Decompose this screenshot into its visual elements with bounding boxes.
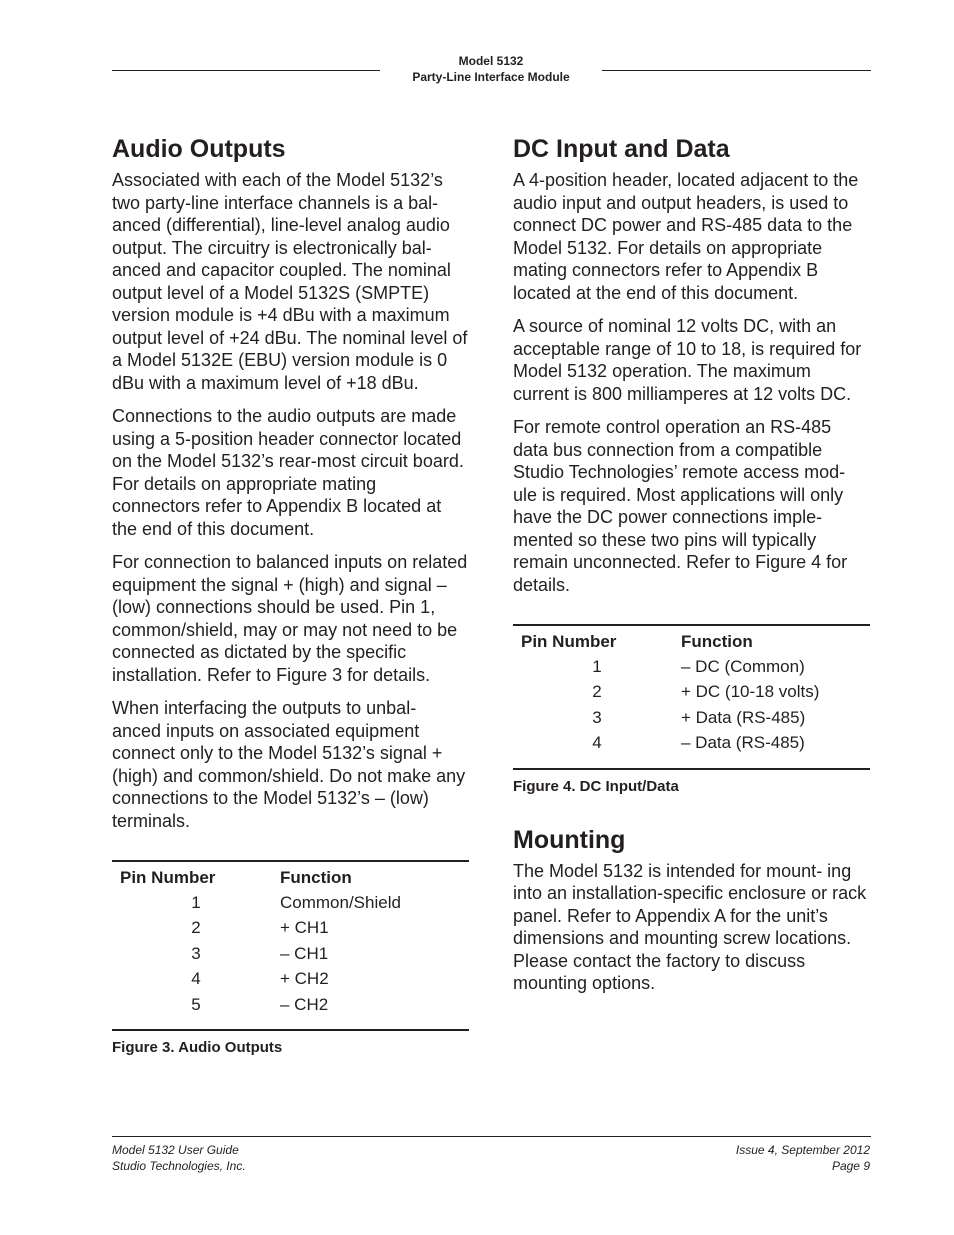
function-cell: – CH1 <box>280 943 329 963</box>
function-cell: + Data (RS-485) <box>681 707 806 727</box>
footer-right <box>736 1143 870 1174</box>
mounting-paragraph: The Model 5132 is intended for mount- ing into an installation-specific enclosure or rack panel. Refer to Appendix A for the unit’s dimensions and mounting screw locations. Please contact the factory to discuss mounting options. <box>513 860 867 994</box>
column-header-function: Function <box>681 631 753 651</box>
function-cell: – CH2 <box>280 994 329 1014</box>
function-cell: + DC (10-18 volts) <box>681 682 820 702</box>
pin-number-cell: 3 <box>191 943 201 963</box>
figure-3-caption: Figure 3. Audio Outputs <box>112 1039 283 1057</box>
running-header <box>380 53 602 85</box>
column-header-pin: Pin Number <box>120 867 216 887</box>
left-column <box>112 132 469 1056</box>
pin-number-cell: 2 <box>191 918 201 938</box>
table-row <box>513 654 870 679</box>
footer-company: Studio Technologies, Inc. <box>112 1158 246 1173</box>
function-cell: – DC (Common) <box>681 657 805 677</box>
function-cell: + CH1 <box>280 918 329 938</box>
pin-number-cell: 4 <box>191 969 201 989</box>
pin-number-cell: 4 <box>592 733 602 753</box>
dc-input-table <box>513 624 870 770</box>
table-row <box>112 967 469 992</box>
audio-outputs-paragraph: Associated with each of the Model 5132’s two party-line interface channels is a bal- anced (differential), line-level analog audio output. The circuitry is electronically bal- anced and capacitor coupled. The nominal output level of a Model 5132S (SMPTE) version module is +4 dBu with a maximum output level of +24 dBu. The nominal level of a Model 5132E (EBU) version module is 0 dBu with a maximum level of +18 dBu. <box>112 170 468 393</box>
footer-left <box>112 1143 246 1174</box>
audio-outputs-paragraph: For connection to balanced inputs on related equipment the signal + (high) and signal – (low) connections should be used. Pin 1, common/shield, may or may not need to be connected as dictated by the specific installation. Refer to Figure 3 for details. <box>112 552 468 685</box>
footer-page-number: Page 9 <box>831 1158 870 1173</box>
right-column <box>513 132 870 1006</box>
footer-rule <box>112 1136 871 1137</box>
footer-issue: Issue 4, September 2012 <box>735 1143 870 1157</box>
table-header-row <box>513 629 870 654</box>
table-row <box>513 680 870 705</box>
table-row <box>513 705 870 730</box>
header-model: Model 5132 <box>458 54 524 68</box>
mounting-heading: Mounting <box>513 825 626 854</box>
table-row <box>112 916 469 941</box>
table-header-row <box>112 865 469 890</box>
table-row <box>112 890 469 915</box>
dc-input-paragraph: A source of nominal 12 volts DC, with an acceptable range of 10 to 18, is required for Model 5132 operation. The maximum current is 800 milliamperes at 12 volts DC. <box>513 316 862 404</box>
function-cell: – Data (RS-485) <box>681 733 805 753</box>
column-header-pin: Pin Number <box>521 631 617 651</box>
table-row <box>513 731 870 756</box>
audio-outputs-heading: Audio Outputs <box>112 135 286 163</box>
dc-input-section <box>513 132 870 795</box>
table-row <box>112 941 469 966</box>
mounting-section <box>513 823 870 995</box>
function-cell: + CH2 <box>280 969 329 989</box>
function-cell: Common/Shield <box>280 893 401 913</box>
figure-4-caption: Figure 4. DC Input/Data <box>513 777 679 795</box>
dc-input-heading: DC Input and Data <box>513 135 730 163</box>
pin-number-cell: 1 <box>592 657 602 677</box>
audio-outputs-section <box>112 132 469 1056</box>
audio-outputs-paragraph: When interfacing the outputs to unbal- anced inputs on associated equipment connect only to the Model 5132’s signal + (high) and common/shield. Do not make any connections to the Model 5132’s – (low) terminals. <box>112 698 466 831</box>
dc-input-paragraph: For remote control operation an RS-485 data bus connection from a compatible Studio Technologies’ remote access mod- ule is required. Most applications will only have the DC power connections imple- mented so these two pins will typically remain unconnected. Refer to Figure 4 for details. <box>513 417 848 595</box>
pin-number-cell: 3 <box>592 707 602 727</box>
audio-outputs-table <box>112 860 469 1031</box>
table-row <box>112 992 469 1017</box>
header-subtitle: Party-Line Interface Module <box>412 70 570 84</box>
pin-number-cell: 1 <box>191 893 201 913</box>
pin-number-cell: 2 <box>592 682 602 702</box>
dc-input-paragraph: A 4-position header, located adjacent to the audio input and output headers, is used to connect DC power and RS-485 data to the Model 5132. For details on appropriate mating connectors refer to Appendix B located at the end of this document. <box>513 170 859 303</box>
header-rule-right <box>602 70 871 71</box>
column-header-function: Function <box>280 867 352 887</box>
audio-outputs-paragraph: Connections to the audio outputs are made using a 5-position header connector located on the Model 5132’s rear-most circuit board. For details on appropriate mating connectors refer to Appendix B located at the end of this document. <box>112 406 464 539</box>
header-rule-left <box>112 70 380 71</box>
footer-guide-title: Model 5132 User Guide <box>112 1143 239 1157</box>
pin-number-cell: 5 <box>191 994 201 1014</box>
